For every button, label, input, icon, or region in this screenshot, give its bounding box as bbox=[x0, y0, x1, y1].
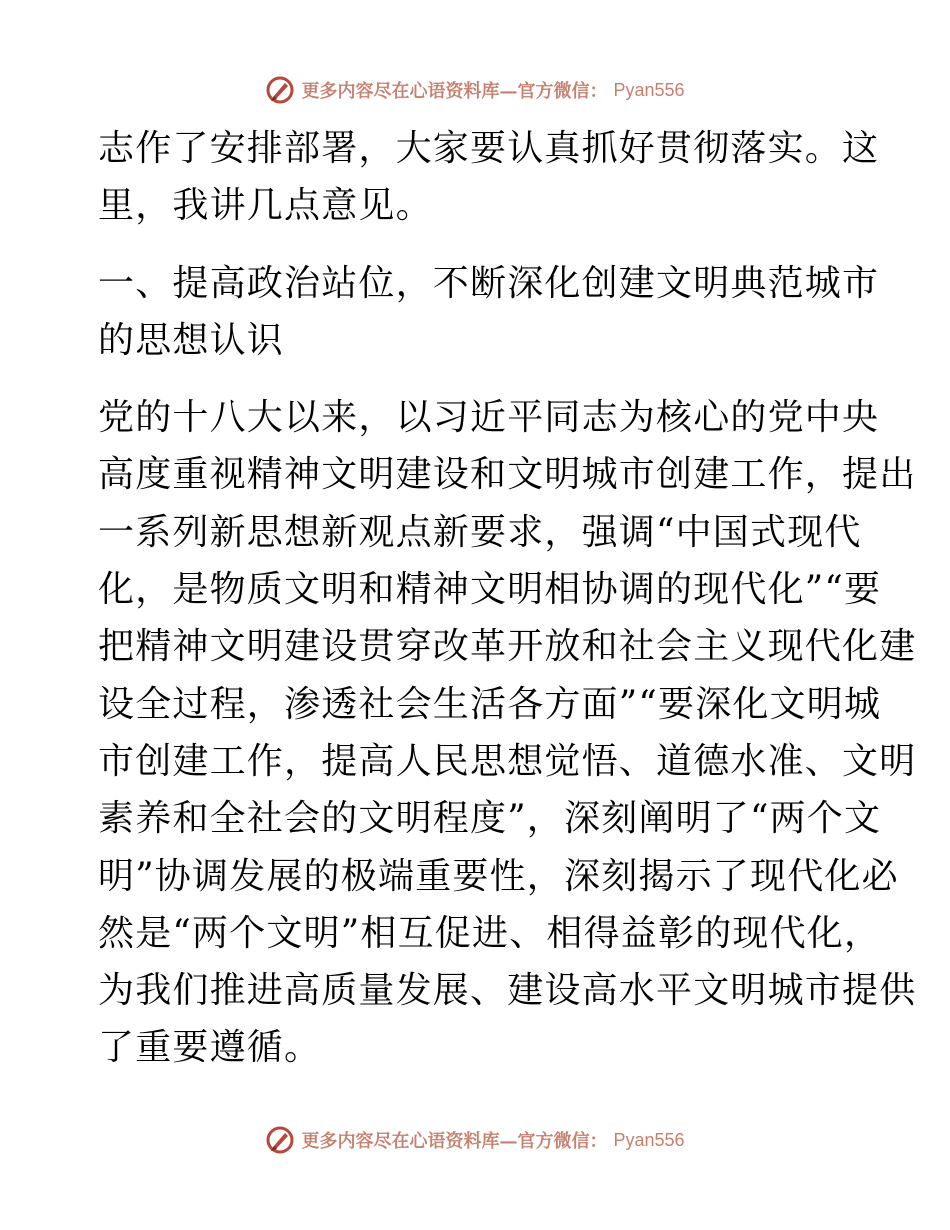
paragraph-body bbox=[98, 389, 917, 1077]
text-line: 然是“两个文明”相互促进、相得益彰的现代化， bbox=[98, 912, 882, 954]
paragraph-intro bbox=[98, 120, 880, 235]
footer-watermark bbox=[0, 1122, 950, 1158]
text-line: 高度重视精神文明建设和文明城市创建工作，提出 bbox=[98, 454, 917, 496]
text-line: 明”协调发展的极端重要性，深刻揭示了现代化必 bbox=[98, 855, 899, 897]
text-line: 化，是物质文明和精神文明相协调的现代化”“要 bbox=[98, 569, 882, 611]
heading-line: 一、提高政治站位，不断深化创建文明典范城市 bbox=[98, 262, 880, 304]
text-line: 了重要遵循。 bbox=[98, 1027, 322, 1069]
document-body bbox=[98, 120, 917, 1077]
text-line: 把精神文明建设贯穿改革开放和社会主义现代化建 bbox=[98, 626, 917, 668]
watermark-wechat-id: Pyan556 bbox=[613, 79, 685, 100]
watermark-wechat-id: Pyan556 bbox=[613, 1129, 685, 1150]
text-line: 里，我讲几点意见。 bbox=[98, 185, 433, 227]
watermark-text: 更多内容尽在心语资料库—官方微信： bbox=[301, 1131, 608, 1152]
text-line: 市创建工作，提高人民思想觉悟、道德水准、文明 bbox=[98, 740, 917, 782]
header-watermark bbox=[0, 72, 950, 108]
pen-logo-icon bbox=[265, 75, 295, 105]
watermark-text: 更多内容尽在心语资料库—官方微信： bbox=[301, 81, 608, 102]
text-line: 一系列新思想新观点新要求，强调“中国式现代 bbox=[98, 511, 862, 553]
text-line: 志作了安排部署，大家要认真抓好贯彻落实。这 bbox=[98, 128, 880, 169]
pen-logo-icon bbox=[265, 1125, 295, 1155]
section-heading bbox=[98, 255, 880, 370]
text-line: 党的十八大以来，以习近平同志为核心的党中央 bbox=[98, 397, 880, 439]
heading-line: 的思想认识 bbox=[98, 319, 285, 361]
text-line: 素养和全社会的文明程度”，深刻阐明了“两个文 bbox=[98, 798, 882, 840]
text-line: 为我们推进高质量发展、建设高水平文明城市提供 bbox=[98, 970, 917, 1012]
text-line: 设全过程，渗透社会生活各方面”“要深化文明城 bbox=[98, 683, 882, 725]
